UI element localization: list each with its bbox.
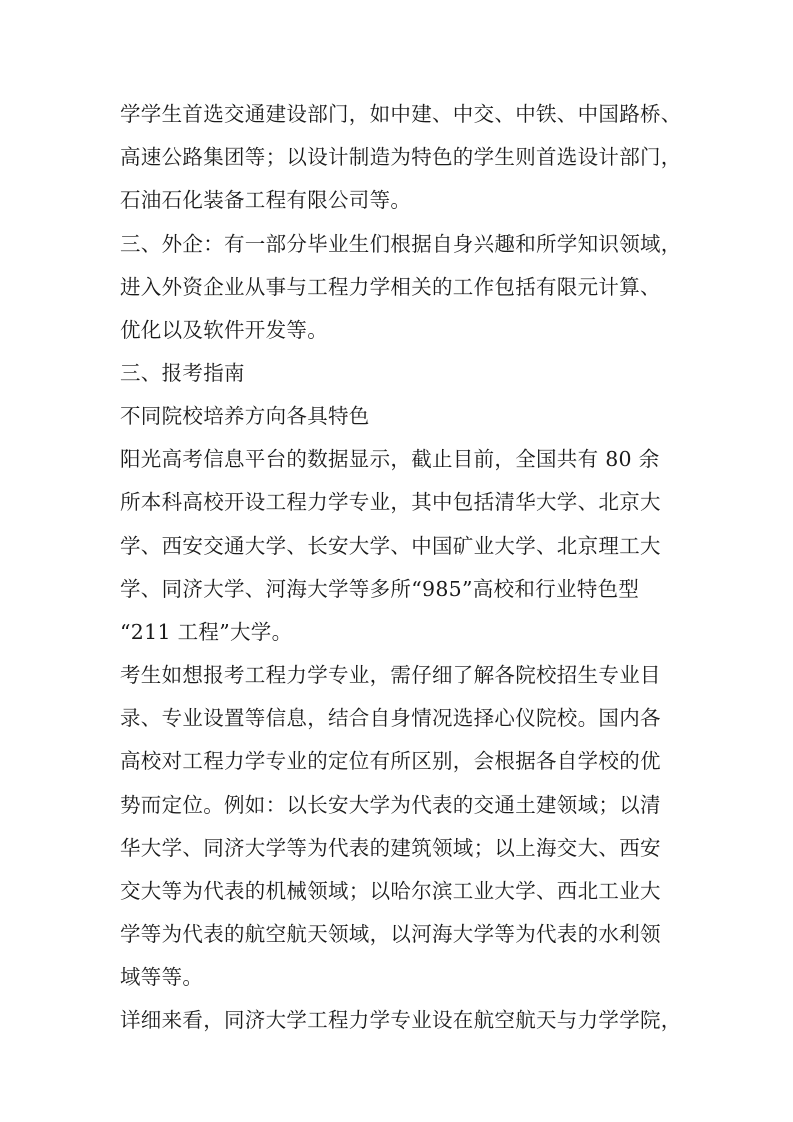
text-line: 所本科高校开设工程力学专业，其中包括清华大学、北京大 xyxy=(120,490,661,514)
text-line: 势而定位。例如：以长安大学为代表的交通土建领域；以清 xyxy=(120,793,661,817)
text-line: 华大学、同济大学等为代表的建筑领域；以上海交大、西安 xyxy=(120,836,661,860)
text-line: 阳光高考信息平台的数据显示，截止目前，全国共有 80 余 xyxy=(120,447,660,471)
text-line: 学学生首选交通建设部门，如中建、中交、中铁、中国路桥、 xyxy=(120,102,682,126)
text-line: 详细来看，同济大学工程力学专业设在航空航天与力学学院， xyxy=(120,1008,682,1032)
text-line: 学、同济大学、河海大学等多所“985”高校和行业特色型 xyxy=(120,577,640,601)
text-line: 交大等为代表的机械领域；以哈尔滨工业大学、西北工业大 xyxy=(120,879,661,903)
text-line: 优化以及软件开发等。 xyxy=(120,318,328,342)
text-line: 学等为代表的航空航天领域，以河海大学等为代表的水利领 xyxy=(120,922,661,946)
text-line: 进入外资企业从事与工程力学相关的工作包括有限元计算、 xyxy=(120,275,661,299)
text-line: 录、专业设置等信息，结合自身情况选择心仪院校。国内各 xyxy=(120,706,661,730)
text-line: 高速公路集团等；以设计制造为特色的学生则首选设计部门， xyxy=(120,145,682,169)
text-line: 考生如想报考工程力学专业，需仔细了解各院校招生专业目 xyxy=(120,663,661,687)
text-line: 高校对工程力学专业的定位有所区别，会根据各自学校的优 xyxy=(120,749,661,773)
text-line: 三、外企：有一部分毕业生们根据自身兴趣和所学知识领域， xyxy=(120,232,682,256)
subsection-heading: 不同院校培养方向各具特色 xyxy=(120,404,370,428)
text-line: 石油石化装备工程有限公司等。 xyxy=(120,188,412,212)
section-heading: 三、报考指南 xyxy=(120,361,245,385)
text-line: 学、西安交通大学、长安大学、中国矿业大学、北京理工大 xyxy=(120,534,661,558)
text-line: “211 工程”大学。 xyxy=(120,620,293,644)
text-line: 域等等。 xyxy=(120,965,204,989)
